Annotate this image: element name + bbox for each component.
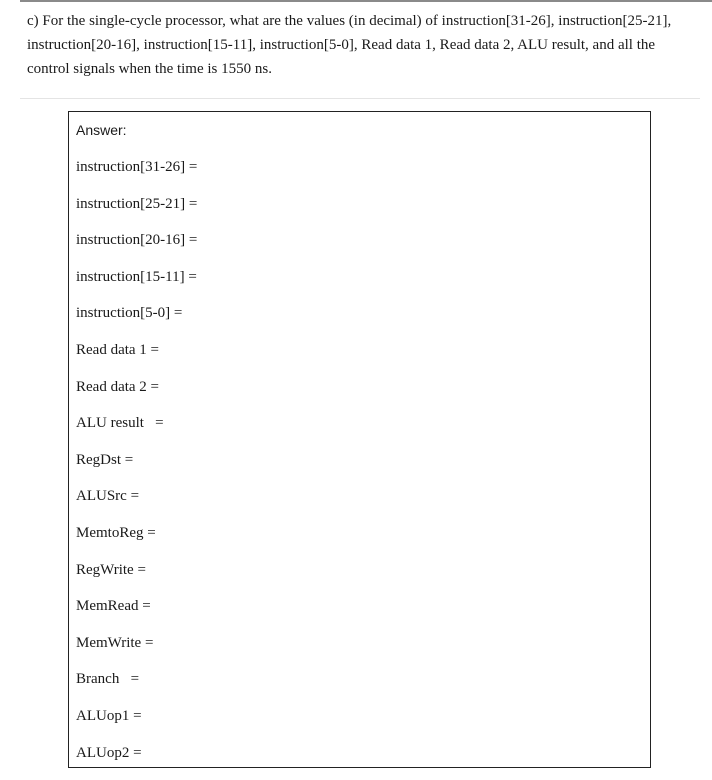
answer-field-memtoreg: MemtoReg = — [76, 524, 197, 561]
answer-field-branch: Branch = — [76, 670, 197, 707]
answer-field-alusrc: ALUSrc = — [76, 487, 197, 524]
answer-field-instruction-5-0: instruction[5-0] = — [76, 304, 197, 341]
question-text — [27, 9, 695, 81]
question-line: instruction[20-16], instruction[15-11], instruction[5-0], Read data 1, Read data 2, ALU result, and all the — [27, 33, 695, 57]
answer-field-read-data-1: Read data 1 = — [76, 341, 197, 378]
question-line: control signals when the time is 1550 ns. — [27, 57, 695, 81]
answer-box — [68, 111, 651, 768]
answer-field-aluop1: ALUop1 = — [76, 707, 197, 744]
answer-field-regdst: RegDst = — [76, 451, 197, 488]
question-line: c) For the single-cycle processor, what are the values (in decimal) of instruction[31-26], instruction[25-21], — [27, 9, 695, 33]
question-divider — [20, 98, 700, 99]
answer-field-alu-result: ALU result = — [76, 414, 197, 451]
answer-field-instruction-25-21: instruction[25-21] = — [76, 195, 197, 232]
answer-field-aluop2: ALUop2 = — [76, 744, 197, 780]
answer-field-memwrite: MemWrite = — [76, 634, 197, 671]
answer-field-regwrite: RegWrite = — [76, 561, 197, 598]
answer-field-memread: MemRead = — [76, 597, 197, 634]
answer-field-instruction-20-16: instruction[20-16] = — [76, 231, 197, 268]
answer-field-instruction-31-26: instruction[31-26] = — [76, 158, 197, 195]
answer-title: Answer: — [76, 121, 127, 139]
top-divider — [20, 0, 712, 2]
answer-field-instruction-15-11: instruction[15-11] = — [76, 268, 197, 305]
answer-field-list — [76, 158, 197, 780]
answer-field-read-data-2: Read data 2 = — [76, 378, 197, 415]
